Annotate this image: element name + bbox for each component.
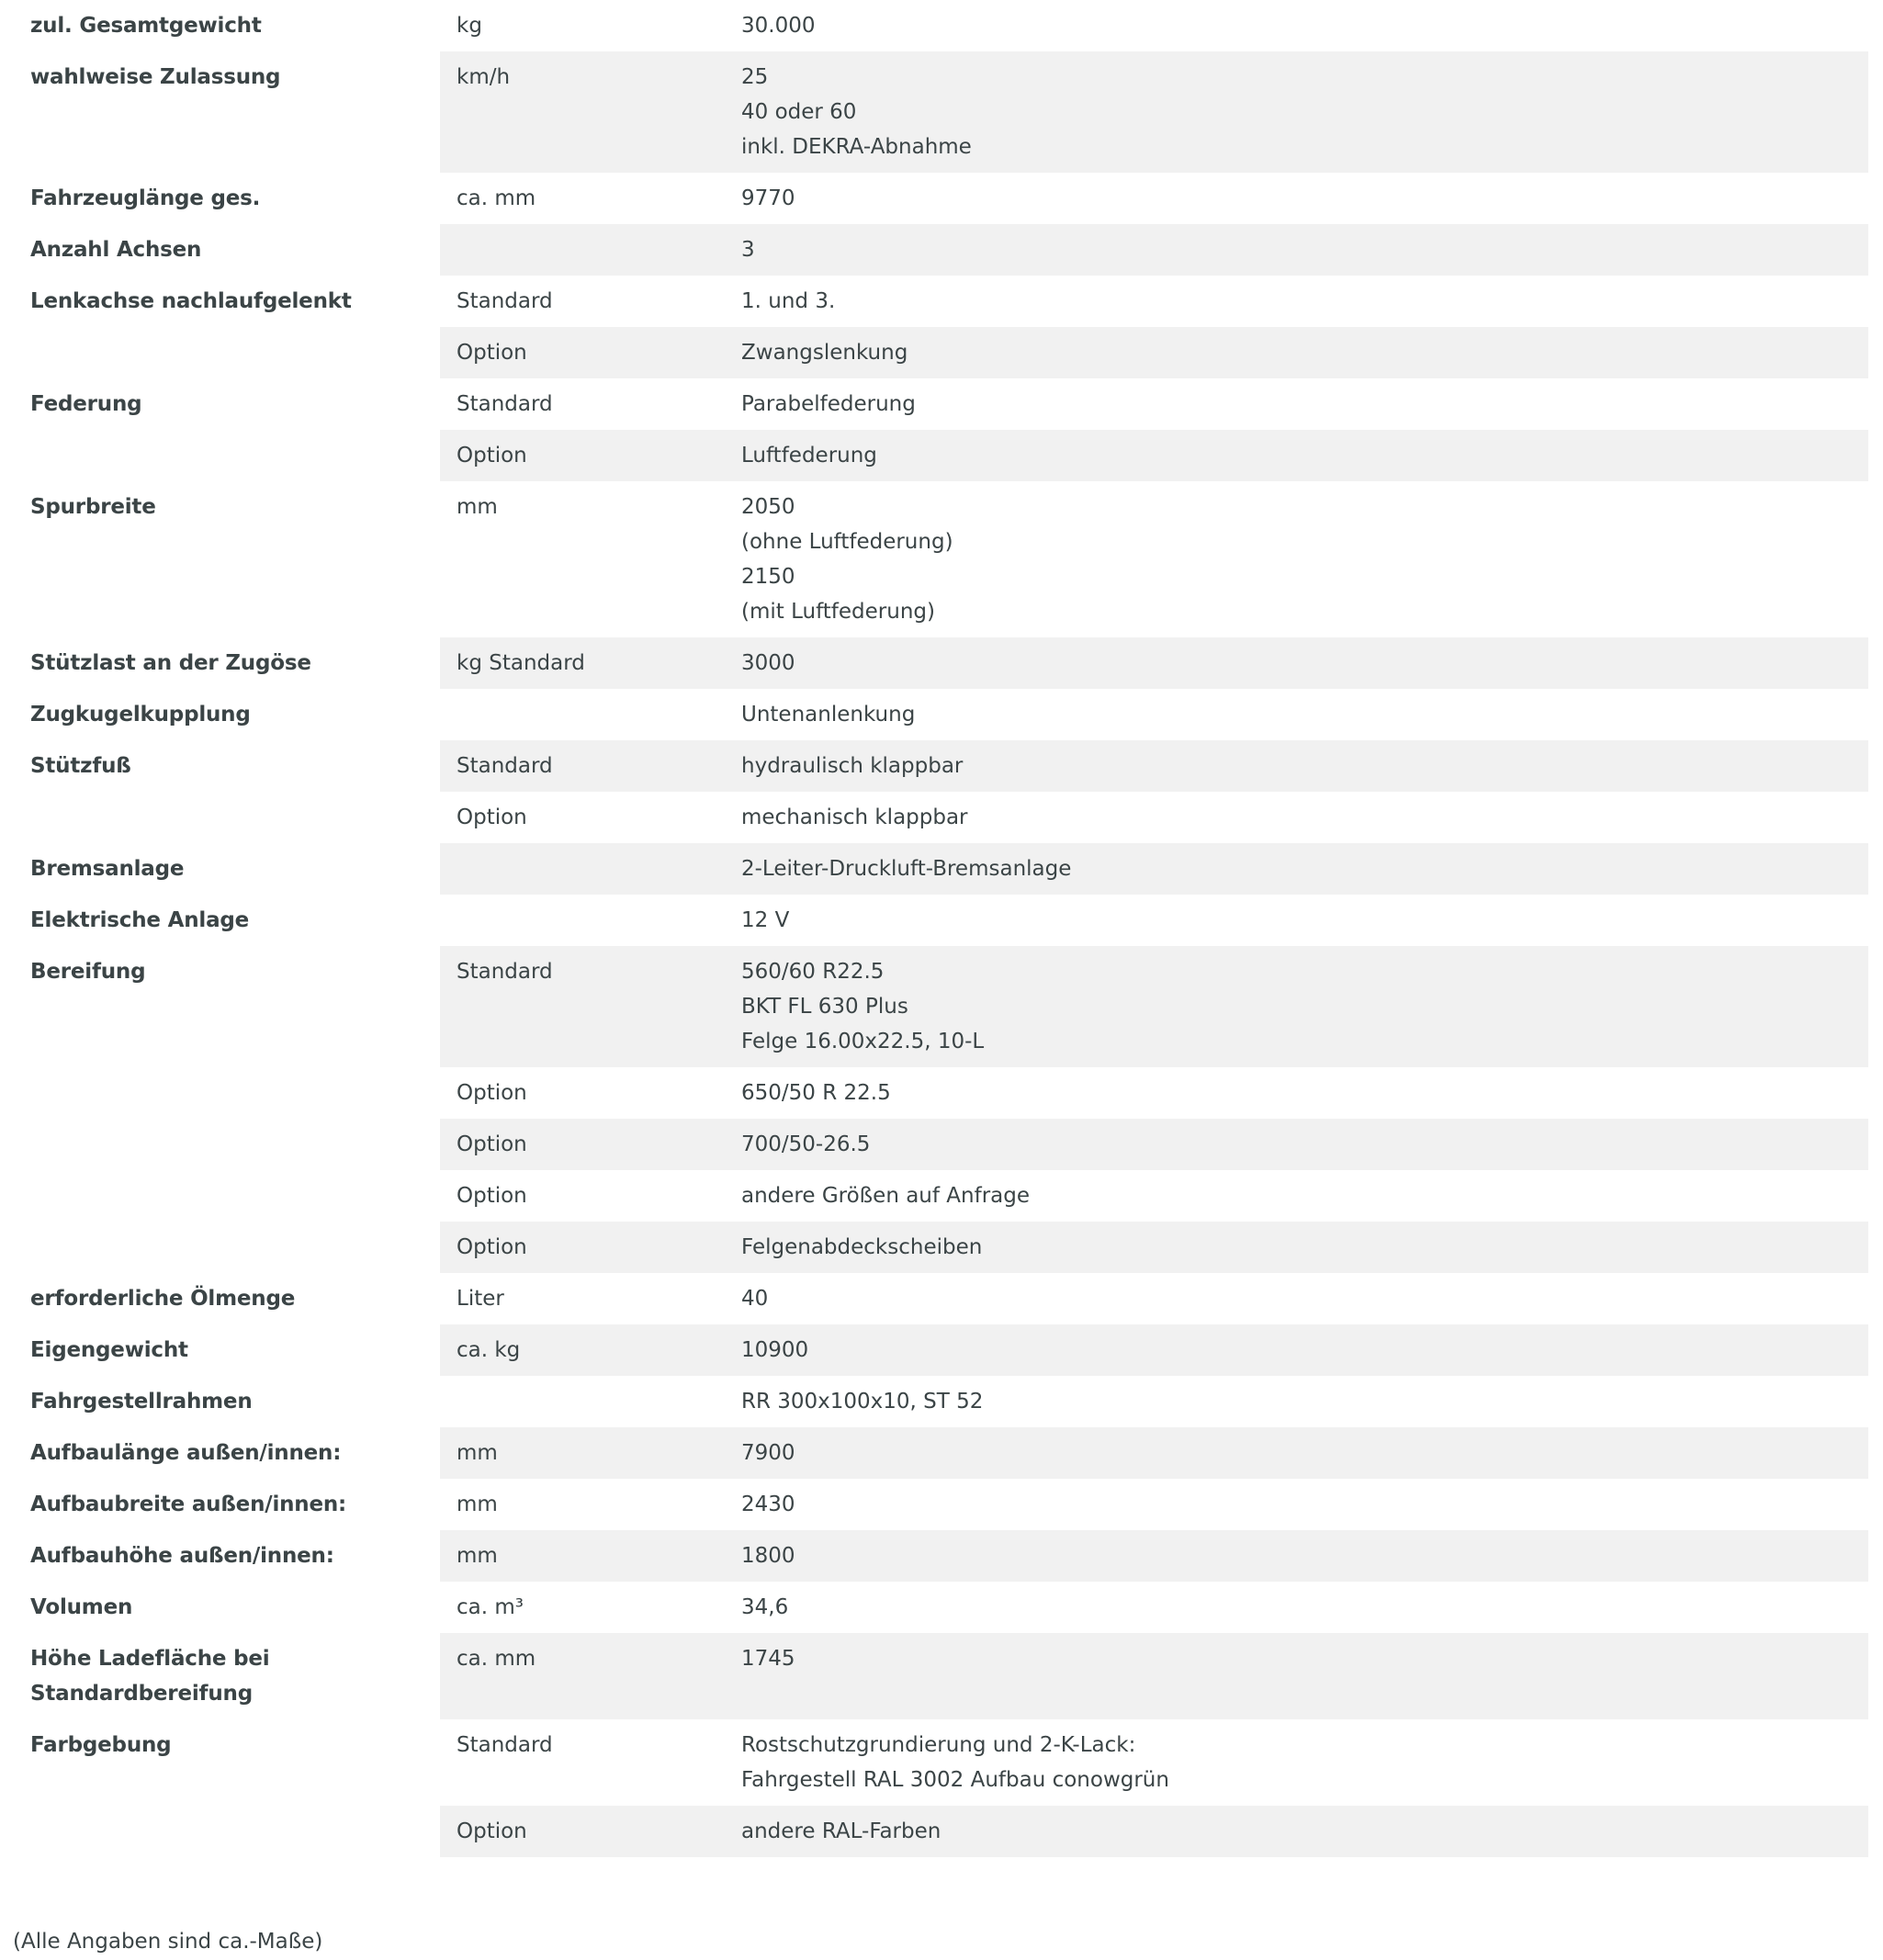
spec-label: Spurbreite [30,495,156,519]
spec-label: zul. Gesamtgewicht [30,14,262,38]
spec-label [0,1119,440,1170]
spec-row [0,224,1868,276]
spec-unit: Option [440,430,741,481]
spec-value [741,1806,1868,1857]
spec-unit [440,843,741,895]
spec-row [0,1806,1868,1857]
spec-value-line: hydraulisch klappbar [741,754,964,778]
spec-row [0,1222,1868,1273]
spec-label: Zugkugelkupplung [30,703,251,727]
spec-value [741,792,1868,843]
spec-row [0,378,1868,430]
spec-row [0,1119,1868,1170]
spec-unit: Standard [457,289,553,313]
spec-value-line: 3 [741,238,755,262]
spec-row [0,173,1868,224]
spec-row [0,1067,1868,1119]
spec-unit [440,224,741,276]
spec-label: Bereifung [30,960,146,984]
spec-value-line: 2050 [741,495,795,519]
spec-row [0,276,1868,327]
spec-unit: Option [457,1184,527,1208]
spec-value-line: 650/50 R 22.5 [741,1081,891,1105]
spec-unit: Option [457,805,527,829]
spec-unit: Option [457,1081,527,1105]
spec-label: Eigengewicht [30,1338,188,1362]
spec-unit: Option [440,1806,741,1857]
spec-value [741,1530,1868,1582]
spec-unit [440,689,741,740]
spec-label: wahlweise Zulassung [30,65,281,89]
spec-unit: Standard [457,1733,553,1757]
spec-value [741,224,1868,276]
spec-row [0,0,1868,51]
spec-label: Lenkachse nachlaufgelenkt [30,289,352,313]
spec-value [741,843,1868,895]
spec-value [741,1273,1868,1324]
spec-value [741,1119,1868,1170]
footnote: (Alle Angaben sind ca.-Maße) [13,1930,323,1954]
spec-value-line: andere RAL-Farben [741,1819,942,1843]
spec-value [741,1719,1868,1806]
spec-value-line: 40 [741,1287,769,1311]
spec-value [741,1582,1868,1633]
spec-value [741,327,1868,378]
spec-label: erforderliche Ölmenge [30,1287,296,1311]
spec-value [741,1376,1868,1427]
spec-label [0,430,440,481]
spec-value [741,276,1868,327]
spec-value-line: Parabelfederung [741,392,916,416]
spec-unit: km/h [440,51,741,173]
spec-value-line: (ohne Luftfederung) [741,530,953,554]
spec-value-line: 2-Leiter-Druckluft-Bremsanlage [741,857,1072,881]
spec-row [0,689,1868,740]
spec-unit: ca. m³ [457,1595,524,1619]
spec-value-line: 700/50-26.5 [741,1132,871,1156]
spec-row [0,946,1868,1067]
spec-value [741,1479,1868,1530]
spec-value [741,481,1868,637]
spec-unit: kg [457,14,482,38]
spec-row [0,51,1868,173]
spec-value-line: andere Größen auf Anfrage [741,1184,1030,1208]
spec-unit: Standard [440,946,741,1067]
spec-row [0,1530,1868,1582]
spec-value [741,378,1868,430]
spec-unit: mm [440,1530,741,1582]
spec-value-line: 3000 [741,651,795,675]
spec-value [741,895,1868,946]
spec-label [0,1222,440,1273]
spec-unit: mm [440,1427,741,1479]
spec-value [741,946,1868,1067]
spec-value-line: 10900 [741,1338,809,1362]
spec-value [741,1170,1868,1222]
spec-label: Farbgebung [30,1733,172,1757]
spec-row [0,1324,1868,1376]
spec-label [0,1806,440,1857]
spec-unit: Option [440,1119,741,1170]
spec-unit: ca. mm [457,186,536,210]
spec-value-line: 1800 [741,1544,795,1568]
spec-row [0,1582,1868,1633]
spec-unit: Option [440,1222,741,1273]
spec-value [741,1427,1868,1479]
spec-value-line: 560/60 R22.5 [741,960,885,984]
spec-unit: ca. kg [440,1324,741,1376]
spec-row [0,792,1868,843]
spec-value [741,1633,1868,1719]
spec-value [741,51,1868,173]
spec-value-line: BKT FL 630 Plus [741,995,908,1019]
spec-unit: kg Standard [440,637,741,689]
spec-unit: Standard [457,392,553,416]
spec-unit: mm [457,1493,498,1516]
spec-value-line: 2430 [741,1493,795,1516]
spec-unit: Option [440,327,741,378]
spec-value-line: Felge 16.00x22.5, 10-L [741,1030,985,1053]
spec-label: Höhe Ladefläche bei Standardbereifung [30,1647,270,1706]
spec-row [0,1273,1868,1324]
spec-row [0,843,1868,895]
spec-value-line: 25 [741,65,769,89]
spec-label [0,327,440,378]
spec-label: Aufbaubreite außen/innen: [30,1493,347,1516]
spec-unit [440,895,741,946]
spec-value [741,173,1868,224]
spec-row [0,327,1868,378]
spec-row [0,895,1868,946]
spec-row [0,1719,1868,1806]
spec-row [0,1479,1868,1530]
spec-value-line: RR 300x100x10, ST 52 [741,1390,984,1414]
spec-value-line: (mit Luftfederung) [741,600,935,624]
spec-label: Volumen [30,1595,133,1619]
spec-label: Anzahl Achsen [30,238,202,262]
spec-unit: Liter [457,1287,504,1311]
spec-value-line: Felgenabdeckscheiben [741,1235,983,1259]
spec-row [0,481,1868,637]
spec-value [741,1222,1868,1273]
spec-unit: mm [457,495,498,519]
spec-row [0,740,1868,792]
spec-value-line: 2150 [741,565,795,589]
spec-label: Aufbaulänge außen/innen: [30,1441,342,1465]
spec-row [0,1170,1868,1222]
spec-value [741,0,1868,51]
spec-value [741,740,1868,792]
spec-value-line: inkl. DEKRA-Abnahme [741,135,972,159]
spec-value [741,1324,1868,1376]
spec-value [741,1067,1868,1119]
spec-row [0,1633,1868,1719]
spec-value-line: Untenanlenkung [741,703,916,727]
spec-value [741,689,1868,740]
spec-unit [440,1376,741,1427]
spec-row [0,1376,1868,1427]
spec-label [0,792,440,843]
spec-label: Stützlast an der Zugöse [30,651,311,675]
spec-label: Fahrzeuglänge ges. [30,186,261,210]
spec-label: Federung [30,392,142,416]
spec-value-line: 1745 [741,1647,795,1671]
spec-label: Aufbauhöhe außen/innen: [30,1544,334,1568]
spec-value-line: mechanisch klappbar [741,805,968,829]
spec-row [0,430,1868,481]
spec-value-line: 30.000 [741,14,816,38]
spec-label: Bremsanlage [30,857,185,881]
spec-value-line: 40 oder 60 [741,100,857,124]
spec-value-line: Rostschutzgrundierung und 2-K-Lack: [741,1733,1136,1757]
spec-label: Elektrische Anlage [30,908,250,932]
spec-value-line: 34,6 [741,1595,789,1619]
spec-value-line: 7900 [741,1441,795,1465]
spec-value [741,637,1868,689]
spec-value [741,430,1868,481]
spec-row [0,637,1868,689]
spec-value-line: Zwangslenkung [741,341,908,365]
spec-label [0,1170,440,1222]
spec-label: Fahrgestellrahmen [30,1390,253,1414]
spec-value-line: 9770 [741,186,795,210]
spec-unit: ca. mm [440,1633,741,1719]
spec-value-line: 12 V [741,908,790,932]
spec-label: Stützfuß [30,754,131,778]
spec-value-line: Fahrgestell RAL 3002 Aufbau conowgrün [741,1768,1169,1792]
spec-row [0,1427,1868,1479]
spec-value-line: Luftfederung [741,444,877,467]
spec-unit: Standard [440,740,741,792]
spec-value-line: 1. und 3. [741,289,836,313]
spec-label [0,1067,440,1119]
